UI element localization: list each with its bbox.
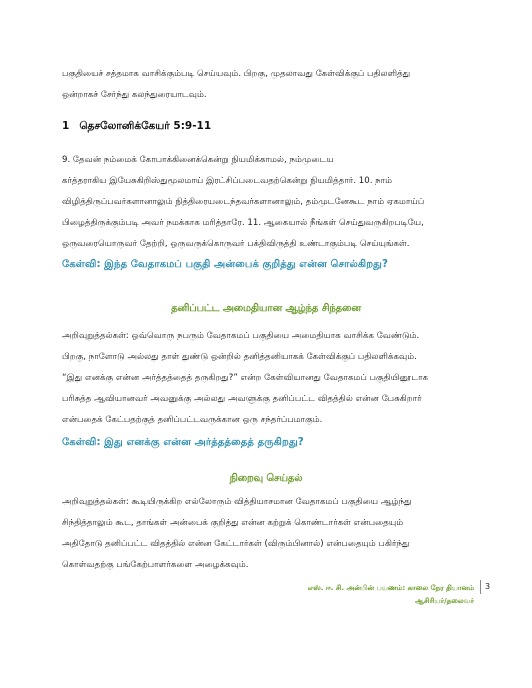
intro-paragraph — [62, 64, 480, 106]
page-number: 3 — [480, 580, 490, 594]
passage-line-2: கர்த்தராகிய இயேசுகிறிஸ்துமூலமாய் இரட்சிப்படைவதற்கென்று நியமித்தார். 10. நாம் — [62, 176, 393, 186]
section-2-heading: நிறைவு செய்தல் — [229, 473, 303, 484]
footer-role: ஆசிரியர்/தலைவர் — [415, 597, 474, 605]
section-2-line-3: அதிதோடு தனிப்பட்ட விதத்தில் என்ன கேட்டார்கள் (விரும்பினால்) என்பதையும் பகிர்ந்து — [62, 539, 410, 549]
intro-line-2: ஒன்றாகச் சேர்ந்து கலந்துரையாடவும். — [62, 90, 207, 100]
section-1-paragraph — [62, 326, 480, 431]
passage-number: 1 — [62, 120, 70, 132]
section-2-line-4: கொள்வதற்கு பங்கேற்பாளர்களை அழைக்கவும். — [62, 560, 249, 570]
passage-line-3: விழித்திருப்பவர்களானாலும் நித்திரையடைந்தவர்களானாலும், தம்முடனேகூட நாம் ஏகமாய்ப் — [62, 197, 425, 207]
passage-line-4: பிழைத்திருக்கும்படி அவர் நமக்காக மரித்தாரே. 11. ஆகையால் நீங்கள் செய்துவருகிறபடியே, — [62, 218, 424, 228]
section-1-line-1: அறிவுறுத்தல்கள்: ஒவ்வொரு நபரும் வேதாகமப் பகுதியை அமைதியாக வாசிக்க வேண்டும். — [62, 331, 420, 341]
passage-line-5: ஒருவரையொருவர் தேற்றி, ஒருவருக்கொருவர் பக்திவிருத்தி உண்டாகும்படி செய்யுங்கள். — [62, 239, 410, 249]
section-1-line-5: என்பதைக் கேட்பதற்குத் தனிப்பட்டவருக்கான ஒரு சந்தர்ப்பமாகும். — [62, 415, 323, 425]
section-2-paragraph — [62, 492, 480, 576]
section-1-heading: தனிப்பட்ட அமைதியான ஆழ்ந்த சிந்தனை — [171, 303, 361, 314]
intro-line-1: பகுதியைச் சத்தமாக வாசிக்கும்படி செய்யவும். பிறகு, முதலாவது கேள்விக்குப் பதிலளித்து — [62, 69, 411, 79]
section-1-line-2: பிறகு, நாளோடு அல்லது தாள் துண்டு ஒன்றில் தனித்தனியாகக் கேள்விக்குப் பதிலளிக்கவும். — [62, 352, 417, 362]
question-2: கேள்வி: இது எனக்கு என்ன அர்த்தத்தைத் தருகிறது? — [62, 437, 304, 448]
section-2-line-1: அறிவுறுத்தல்கள்: கூடியிருக்கிற எல்லோரும் வித்தியாசமான வேதாகமப் பகுதியை ஆழ்ந்து — [62, 497, 412, 507]
question-1: கேள்வி: இந்த வேதாகமப் பகுதி அன்பைக் குறித்து என்ன சொல்கிறது? — [62, 259, 388, 270]
passage-line-1: 9. தேவன் நம்மைக் கோபாக்கினைக்கென்று நியமிக்காமல், நம்முடைய — [62, 155, 334, 165]
section-1-line-4: பரிசுத்த ஆவியானவர் அவனுக்கு அல்லது அவளுக்கு தனிப்பட்ட விதத்தில் என்ன பேசுகிறார் — [62, 394, 422, 404]
passage-paragraph — [62, 150, 480, 255]
section-1-line-3: “இது எனக்கு என்ன அர்த்தத்தைத் தருகிறது?” என்ற கேள்வியானது வேதாகமப் பகுதியினூடாக — [62, 373, 429, 383]
section-2-line-2: சிந்தித்தாலும் கூட, தாங்கள் அன்பைக் குறித்து என்ன கற்றுக் கொண்டார்கள் என்பதையும் — [62, 518, 404, 528]
passage-title: தெசலோனிக்கேயர் 5:9-11 — [79, 120, 212, 132]
footer-title: எஸ். ஈ. சி. அன்பின் பயணம்: காலை நேர தியானம் — [307, 584, 474, 592]
passage-heading — [62, 120, 211, 133]
page-footer — [308, 582, 474, 608]
